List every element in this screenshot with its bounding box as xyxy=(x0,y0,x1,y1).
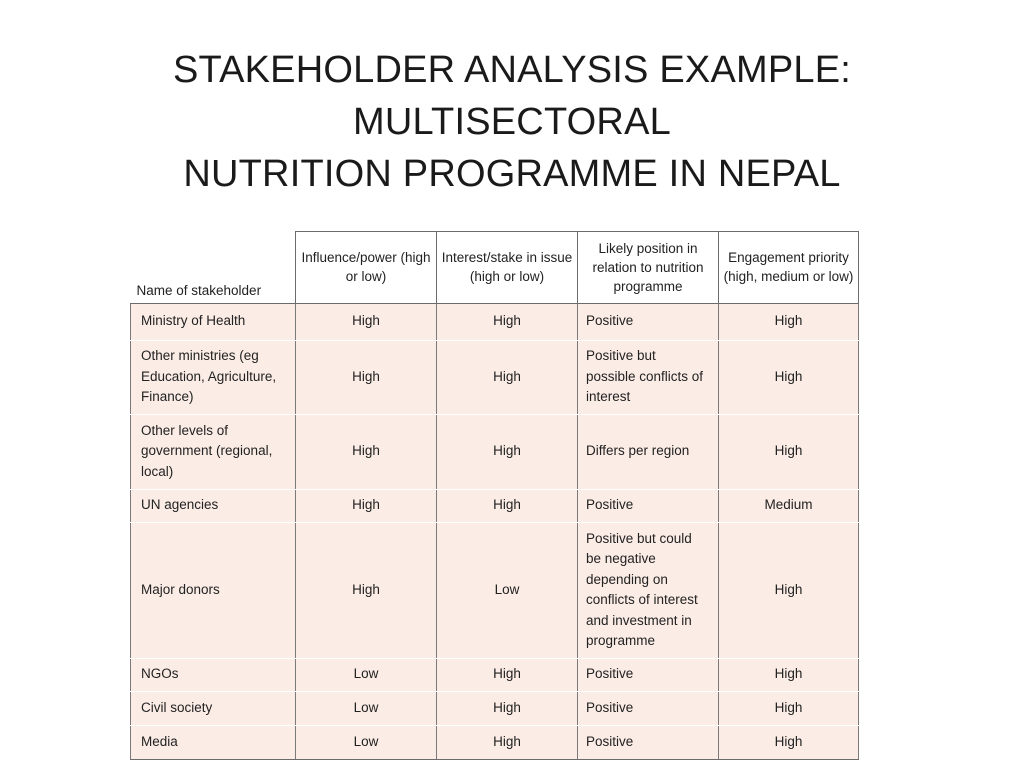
table-row xyxy=(131,303,859,340)
cell-priority: High xyxy=(719,522,859,658)
cell-interest: High xyxy=(437,303,578,340)
cell-interest: High xyxy=(437,725,578,759)
cell-name: Other ministries (eg Education, Agriculture, Finance) xyxy=(131,340,296,414)
cell-name: Major donors xyxy=(131,522,296,658)
table-row xyxy=(131,489,859,522)
cell-position: Positive but possible conflicts of interest xyxy=(578,340,719,414)
cell-position: Positive but could be negative depending on conflicts of interest and investment in programme xyxy=(578,522,719,658)
cell-name: UN agencies xyxy=(131,489,296,522)
cell-name: Other levels of government (regional, local) xyxy=(131,414,296,489)
cell-influence: Low xyxy=(296,658,437,691)
cell-priority: Medium xyxy=(719,489,859,522)
table-row xyxy=(131,658,859,691)
cell-influence: High xyxy=(296,414,437,489)
cell-priority: High xyxy=(719,414,859,489)
header-position: Likely position in relation to nutrition programme xyxy=(578,232,719,304)
table-row xyxy=(131,340,859,414)
header-name: Name of stakeholder xyxy=(131,232,296,304)
cell-priority: High xyxy=(719,691,859,725)
header-interest: Interest/stake in issue (high or low) xyxy=(437,232,578,304)
cell-name: Media xyxy=(131,725,296,759)
cell-influence: High xyxy=(296,489,437,522)
cell-interest: High xyxy=(437,691,578,725)
header-priority: Engagement priority (high, medium or low) xyxy=(719,232,859,304)
table-row xyxy=(131,522,859,658)
cell-interest: High xyxy=(437,414,578,489)
header-influence: Influence/power (high or low) xyxy=(296,232,437,304)
cell-name: Civil society xyxy=(131,691,296,725)
cell-position: Positive xyxy=(578,303,719,340)
cell-priority: High xyxy=(719,658,859,691)
table-row xyxy=(131,691,859,725)
slide-title-line-2: NUTRITION PROGRAMME IN NEPAL xyxy=(183,153,841,195)
stakeholder-table-container xyxy=(130,231,858,760)
slide-title xyxy=(20,44,1004,200)
cell-priority: High xyxy=(719,303,859,340)
slide-title-line-1: STAKEHOLDER ANALYSIS EXAMPLE: MULTISECTORAL xyxy=(172,49,852,143)
cell-interest: High xyxy=(437,340,578,414)
cell-position: Differs per region xyxy=(578,414,719,489)
cell-position: Positive xyxy=(578,489,719,522)
cell-priority: High xyxy=(719,340,859,414)
cell-interest: High xyxy=(437,489,578,522)
cell-position: Positive xyxy=(578,691,719,725)
cell-interest: High xyxy=(437,658,578,691)
table-row xyxy=(131,414,859,489)
cell-influence: Low xyxy=(296,691,437,725)
table-header-row xyxy=(131,232,859,304)
cell-influence: High xyxy=(296,522,437,658)
cell-priority: High xyxy=(719,725,859,759)
cell-influence: High xyxy=(296,340,437,414)
cell-position: Positive xyxy=(578,725,719,759)
cell-interest: Low xyxy=(437,522,578,658)
cell-name: NGOs xyxy=(131,658,296,691)
cell-name: Ministry of Health xyxy=(131,303,296,340)
cell-position: Positive xyxy=(578,658,719,691)
stakeholder-table xyxy=(130,231,859,760)
cell-influence: High xyxy=(296,303,437,340)
cell-influence: Low xyxy=(296,725,437,759)
table-row xyxy=(131,725,859,759)
